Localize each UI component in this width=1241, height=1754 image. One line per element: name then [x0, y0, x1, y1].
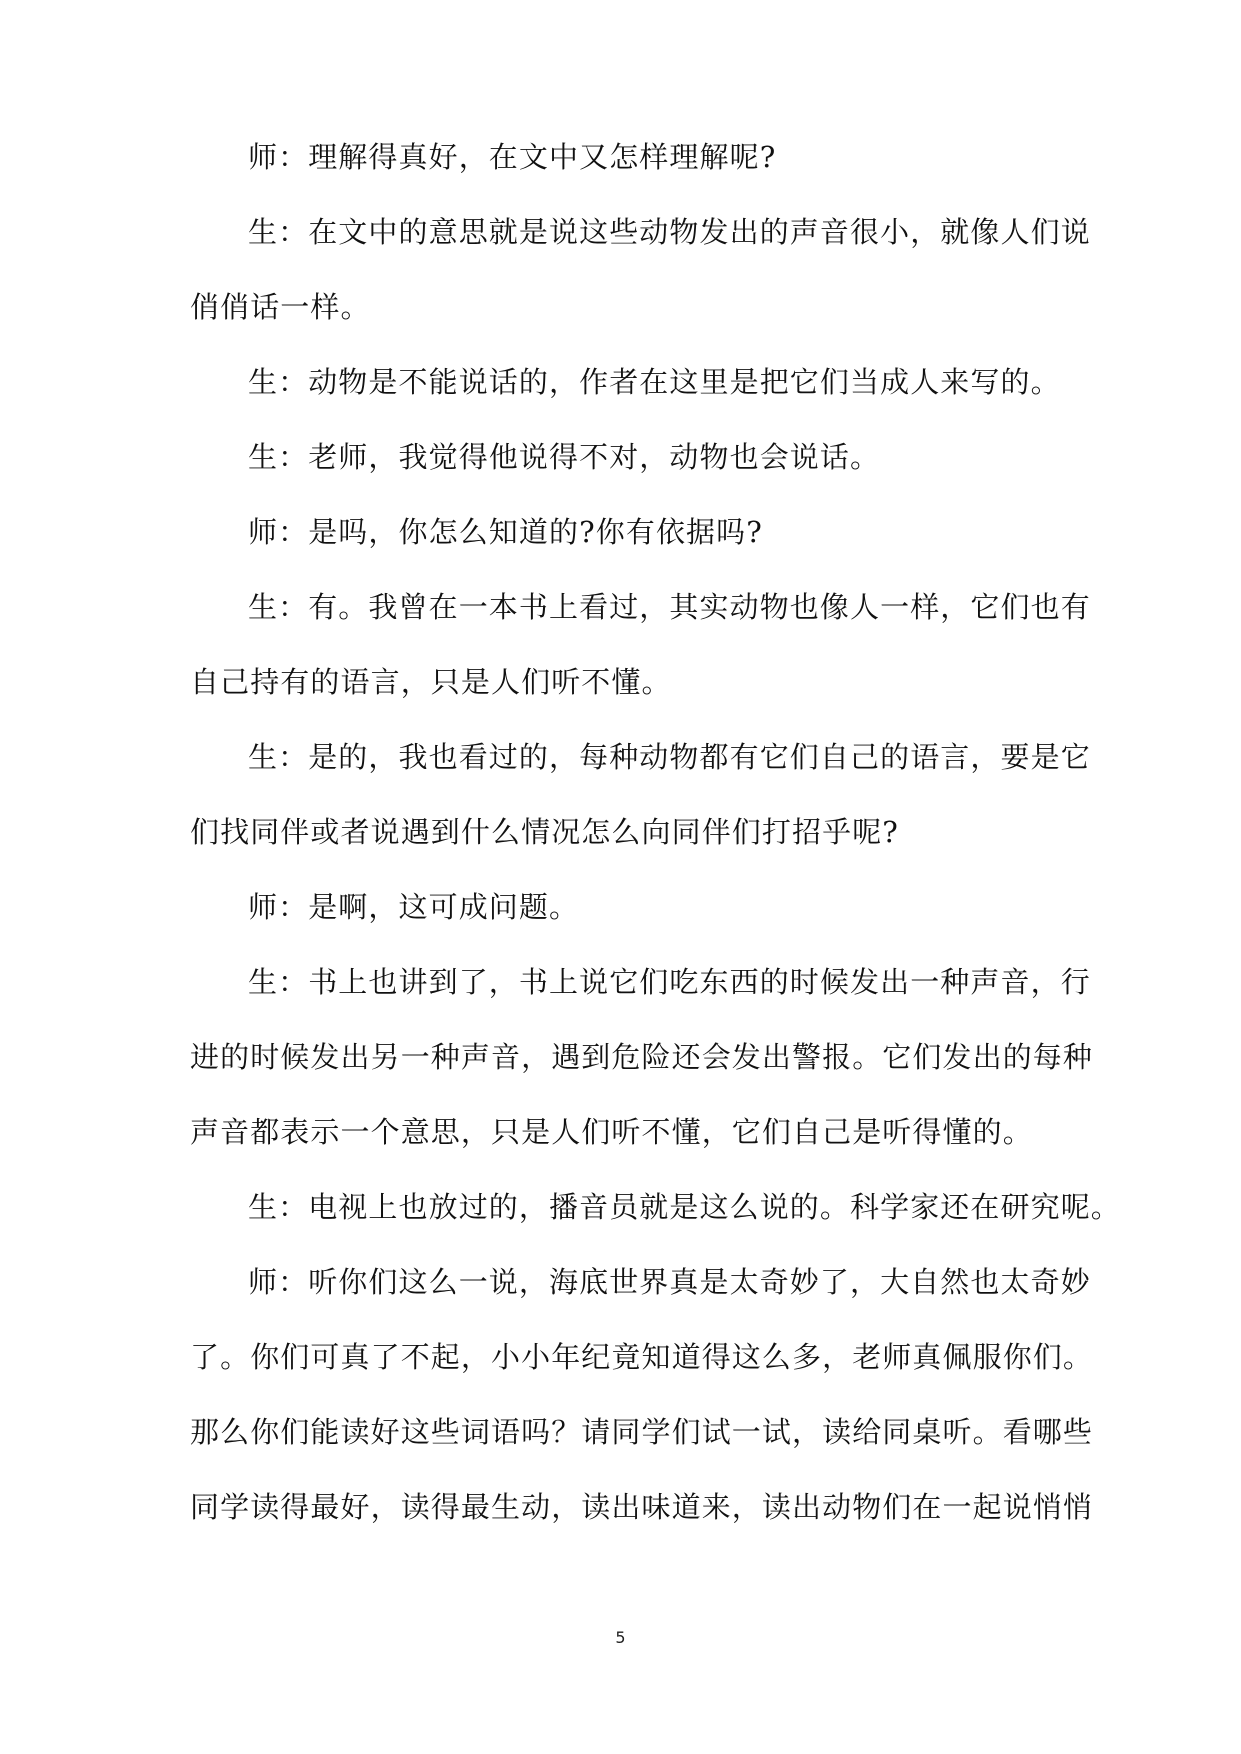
text-line: 生：电视上也放过的，播音员就是这么说的。科学家还在研究呢。 [248, 1190, 1121, 1224]
text-line: 生：动物是不能说话的，作者在这里是把它们当成人来写的。 [248, 365, 1061, 399]
text-line: 师：是吗，你怎么知道的?你有依据吗? [248, 515, 763, 549]
text-line: 声音都表示一个意思，只是人们听不懂，它们自己是听得懂的。 [190, 1115, 1033, 1149]
text-line: 师：是啊，这可成问题。 [248, 890, 580, 924]
text-line: 生：在文中的意思就是说这些动物发出的声音很小，就像人们说 [248, 215, 1091, 249]
text-line: 生：书上也讲到了，书上说它们吃东西的时候发出一种声音，行 [248, 965, 1091, 999]
text-line: 同学读得最好，读得最生动，读出味道来，读出动物们在一起说悄悄 [190, 1490, 1094, 1524]
text-line: 生：有。我曾在一本书上看过，其实动物也像人一样，它们也有 [248, 590, 1091, 624]
text-line: 师：听你们这么一说，海底世界真是太奇妙了，大自然也太奇妙 [248, 1265, 1091, 1299]
text-line: 那么你们能读好这些词语吗？请同学们试一试，读给同桌听。看哪些 [190, 1415, 1094, 1449]
text-line: 了。你们可真了不起，小小年纪竟知道得这么多，老师真佩服你们。 [190, 1340, 1094, 1374]
text-line: 生：老师，我觉得他说得不对，动物也会说话。 [248, 440, 881, 474]
text-line: 俏俏话一样。 [190, 290, 371, 324]
text-line: 自己持有的语言，只是人们听不懂。 [190, 665, 672, 699]
text-line: 们找同伴或者说遇到什么情况怎么向同伴们打招乎呢? [190, 815, 899, 849]
text-line: 生：是的，我也看过的，每种动物都有它们自己的语言，要是它 [248, 740, 1091, 774]
text-line: 师：理解得真好，在文中又怎样理解呢? [248, 140, 777, 174]
text-line: 进的时候发出另一种声音，遇到危险还会发出警报。它们发出的每种 [190, 1040, 1094, 1074]
page-number: 5 [615, 1628, 626, 1647]
